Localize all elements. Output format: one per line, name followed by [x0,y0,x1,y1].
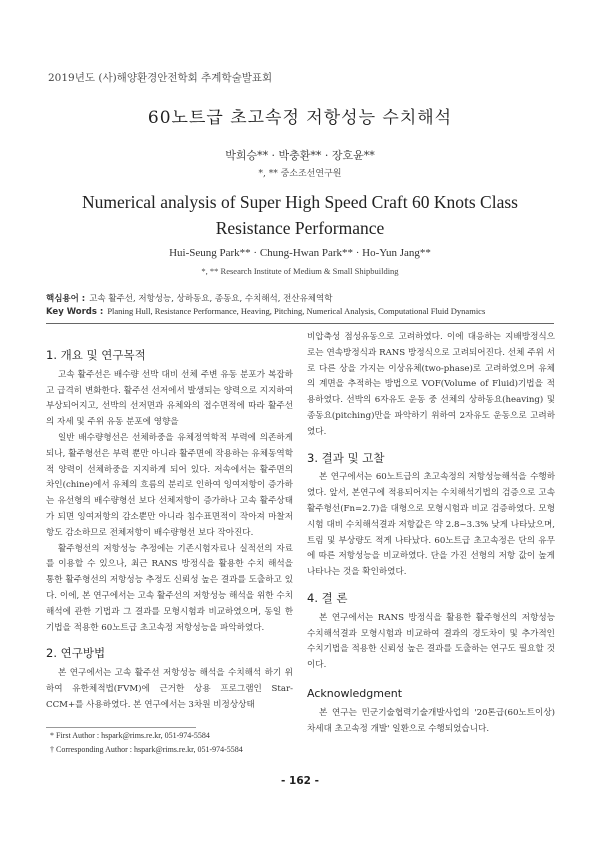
section-1-paragraph-3: 활주형선의 저항성능 추정에는 기존시험자료나 실적선의 자료를 이용할 수 있으나, 최근 RANS 방정식을 활용한 수치 해석을 통한 활주형선의 저항성능 추정도 신뢰성 높은 결과를 도출하고 있다. 이에, 본 연구에서는 고속 활주선의 저항성능 해석을 위한 수치해석에 관한 기법과 그 결과를 모형시험과 비교하였으며, 동일 한 기법을 적용한 60노트급 초고속정 저항성능을 파악하였다. [46,543,293,633]
section-3-paragraph-1: 본 연구에서는 60노트급의 초고속정의 저항성능해석을 수행하였다. 앞서, 본연구에 적용되어지는 수치해석기법의 검증으로 고속 활주형선(Fn=2.7)을 대형으로 모형시험과 비교 검증하였다. 모형시험 대비 수치해석결과 저항값은 약 2.8~3.3% 낮게 나타났으며, 트림 및 부상량도 적게 나타났다. 60노트급 초고속정은 단의 유무에 따른 저항성능을 비교하였다. 단을 가진 선형의 저항 값이 높게 나타나는 것을 확인하였다. [307,472,555,578]
affiliation-english: *, ** Research Institute of Medium & Small Shipbuilding [201,266,399,276]
keywords-english-label: Key Words : [46,307,104,317]
acknowledgment-heading: Acknowledgment [307,686,403,700]
section-1-paragraph-2: 일반 배수량형선은 선체하중을 유체정역학적 부력에 의존하게 되나, 활주형선은 부력 뿐만 아니라 활주면에 작용하는 유체동역학적 양력이 선체하중을 지지하게 되어 있다. 저속에서는 활주면의 차인(chine)에서 유체의 흐름의 분리로 인하여 잉여저항이 증가하는 유선형의 배수량형선 보다 선체저항이 증가하나 고속 활주상태가 되면 잉여저항의 감소뿐만 아니라 침수표면적이 작아져 마찰저항도 감소하므로 전체저항이 배수량형선 보다 작아진다. [46,432,293,538]
keywords-divider [46,323,554,324]
section-2-heading: 2. 연구방법 [46,646,106,661]
keywords-english [46,306,485,317]
right-column [307,330,555,737]
section-3-heading: 3. 결과 및 고찰 [307,450,385,465]
footnote-divider [46,727,196,728]
keywords-korean-text: 고속 활주선, 저항성능, 상하동요, 종동요, 수치해석, 전산유체역학 [89,294,333,304]
left-column [46,348,293,714]
section-4-paragraph-1: 본 연구에서는 RANS 방정식을 활용한 활주형선의 저항성능 수치해석결과 모형시험과 비교하여 결과의 경도차이 및 추가적인 수치기법을 적용한 신뢰성 높은 결과를 도출하는 연구도 필요할 것이다. [307,612,555,671]
keywords-korean [46,292,332,304]
acknowledgment-text: 본 연구는 민군기술협력기술개발사업의 '20톤급(60노트이상) 차세대 초고속정 개발' 일환으로 수행되었습니다. [307,707,555,734]
keywords-english-text: Planing Hull, Resistance Performance, Heaving, Pitching, Numerical Analysis, Computational Fluid Dynamics [107,306,486,316]
authors-english: Hui-Seung Park** · Chung-Hwan Park** · Ho-Yun Jang** [169,247,431,259]
keywords-korean-label: 핵심용어 : [46,294,86,304]
footnote-corresponding-author: † Corresponding Author : hspark@rims.re.kr, 051-974-5584 [50,745,243,754]
section-4-heading: 4. 결 론 [307,590,348,605]
section-1-heading: 1. 개요 및 연구목적 [46,348,146,362]
footnote-first-author: * First Author : hspark@rims.re.kr, 051-974-5584 [50,731,210,740]
page-number: - 162 - [281,775,319,787]
affiliation-korean: *, ** 중소조선연구원 [258,169,342,179]
section-2-paragraph-1: 본 연구에서는 고속 활주선 저항성능 해석을 수치해석 하기 위하여 유한체적법(FVM)에 근거한 상용 프로그램인 Star-CCM+를 사용하였다. 본 연구에서는 3차원 비정상상태 [46,668,293,710]
section-2-continued: 비압축성 점성유동으로 고려하였다. 이에 대응하는 지배방정식으로는 연속방정식과 RANS 방정식으로 고려되어진다. 선체 주위 서로 다른 상을 가지는 이상유체(two-phase)로 고려하였으며 유체의 계면을 추적하는 방법으로 VOF(Volume of Fluid)기법을 적용하였다. 선박의 6자유도 운동 중 선체의 상하동요(heaving) 및 종동요(pitching)만을 파악하기 위하여 2자유도 운동으로 고려하였다. [307,332,555,437]
title-korean: 60노트급 초고속정 저항성능 수치해석 [147,108,453,128]
authors-korean: 박희승** · 박충환** · 장호윤** [225,149,375,162]
section-1-paragraph-1: 고속 활주선은 배수량 선박 대비 선체 주변 유동 분포가 복잡하고 급격히 변화한다. 활주선 선저에서 발생되는 양력으로 지지하여 부상되어지고, 선박의 선저면과 유체와의 접수면적에 따라 활주선의 자세 및 주위 유동 분포에 영향을 [46,369,293,428]
conference-header: 2019년도 (사)해양환경안전학회 추계학술발표회 [48,72,273,84]
title-english: Numerical analysis of Super High Speed Craft 60 Knots Class Resistance Performance [82,192,518,238]
